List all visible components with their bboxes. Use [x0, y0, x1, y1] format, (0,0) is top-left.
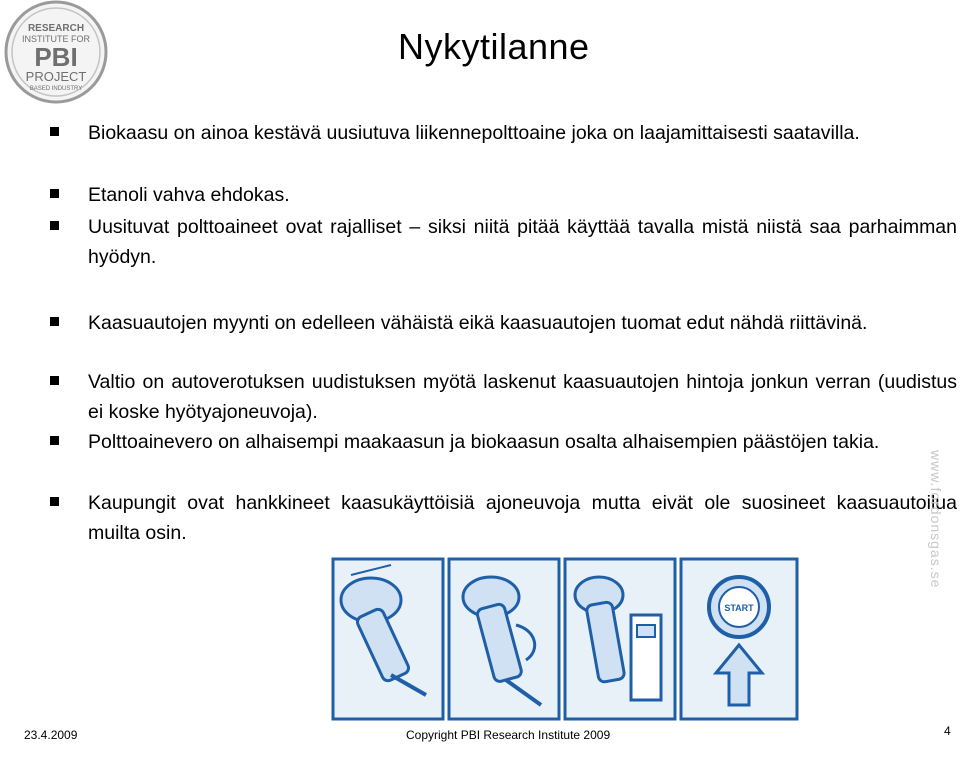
logo-line-2: INSTITUTE FOR	[22, 34, 90, 44]
bullet-item	[50, 308, 957, 338]
logo-line-5: BASED INDUSTRY	[29, 86, 83, 92]
bullet-marker-icon	[50, 127, 59, 136]
bullet-text: Kaasuautojen myynti on edelleen vähäistä eikä kaasuautojen tuomat edut nähdä riittävinä.	[88, 312, 868, 334]
bullet-marker-icon	[50, 221, 59, 230]
start-label: START	[724, 603, 754, 613]
bullet-item	[50, 118, 957, 148]
nozzle-step-2-icon	[449, 559, 559, 719]
bullet-marker-icon	[50, 189, 59, 198]
bullet-text: Biokaasu on ainoa kestävä uusiutuva liikennepolttoaine joka on laajamittaisesti saatavilla.	[88, 122, 860, 144]
logo-line-3: PBI	[34, 42, 78, 72]
bullet-item	[50, 212, 957, 272]
bullet-text: Kaupungit ovat hankkineet kaasukäyttöisiä ajoneuvoja mutta eivät ole suosineet kaasuautoilua muilta osin.	[88, 492, 957, 544]
pbi-logo	[0, 0, 112, 104]
footer-date: 23.4.2009	[24, 728, 78, 742]
bullet-text: Uusituvat polttoaineet ovat rajalliset – siksi niitä pitää käyttää tavalla mistä niistä saa parhaimman hyödyn.	[88, 216, 957, 268]
slide-title: Nykytilanne	[398, 26, 590, 67]
bullet-item	[50, 180, 957, 210]
bullet-item	[50, 367, 957, 427]
logo-line-4: PROJECT	[25, 69, 87, 84]
bullet-text: Polttoainevero on alhaisempi maakaasun ja biokaasun osalta alhaisempien päästöjen takia.	[88, 431, 880, 453]
bullet-text: Etanoli vahva ehdokas.	[88, 184, 290, 206]
refuelling-illustration	[331, 555, 799, 722]
bullet-marker-icon	[50, 376, 59, 385]
bullet-marker-icon	[50, 317, 59, 326]
bullet-item	[50, 427, 957, 457]
bullet-marker-icon	[50, 436, 59, 445]
nozzle-step-3-icon	[565, 559, 675, 719]
nozzle-step-1-icon	[333, 559, 443, 719]
bullet-marker-icon	[50, 497, 59, 506]
logo-line-1: RESEARCH	[27, 23, 85, 34]
watermark-url: www.fordonsgas.se	[928, 450, 944, 589]
page-number: 4	[944, 724, 951, 738]
bullet-item	[50, 488, 957, 548]
bullet-text: Valtio on autoverotuksen uudistuksen myötä laskenut kaasuautojen hintoja jonkun verran (uudistus ei koske hyötyajoneuvoja).	[88, 371, 957, 423]
start-button-step-icon	[681, 559, 797, 719]
footer-copyright: Copyright PBI Research Institute 2009	[406, 728, 611, 742]
